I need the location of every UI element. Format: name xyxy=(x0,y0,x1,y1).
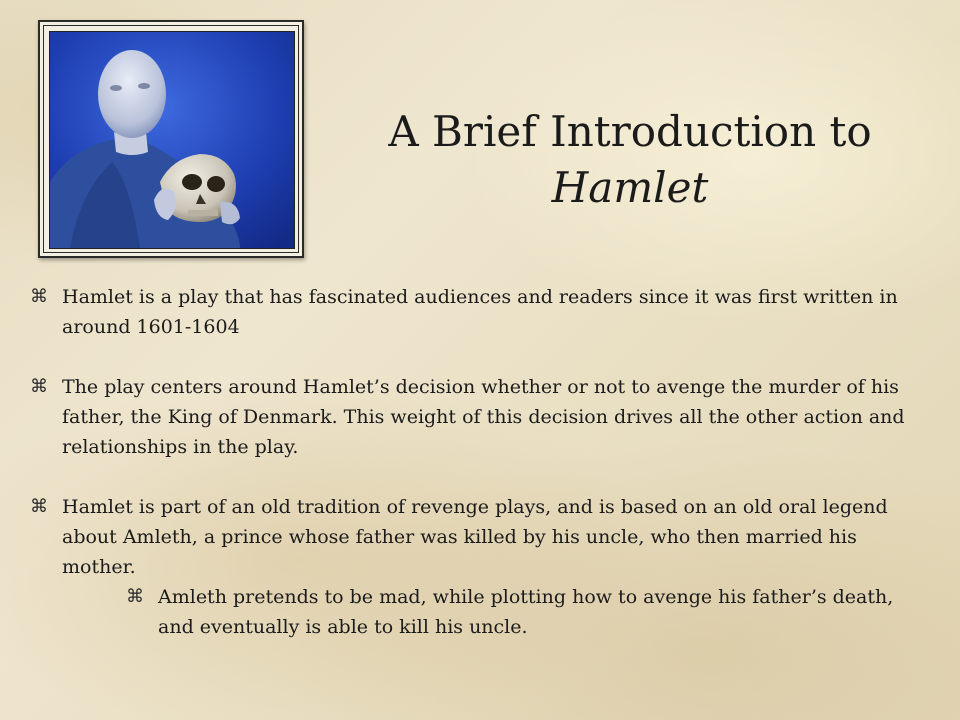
bullet-text: The play centers around Hamlet’s decision whether or not to avenge the murder of his father, the King of Denmark. This weight of this decision drives all the other action and relationships in the play. xyxy=(62,376,905,458)
bullet-text: Hamlet is part of an old tradition of revenge plays, and is based on an old oral legend about Amleth, a prince whose father was killed by his uncle, who then married his mother. xyxy=(62,496,888,578)
slide-title xyxy=(340,104,920,216)
bullet-item-3 xyxy=(30,492,930,582)
bullet-item-1 xyxy=(30,282,930,342)
title-line-2-hamlet: Hamlet xyxy=(551,163,709,212)
actor-with-skull-illustration xyxy=(50,32,294,248)
bullet-text: Hamlet is a play that has fascinated audiences and readers since it was first written in around 1601-1604 xyxy=(62,286,898,338)
hamlet-actor-photo xyxy=(49,31,295,249)
command-key-bullet-icon: ⌘ xyxy=(126,586,144,607)
sub-bullet-item-1 xyxy=(30,582,930,642)
title-line-1: A Brief Introduction to xyxy=(388,107,872,156)
photo-frame xyxy=(38,20,304,258)
command-key-bullet-icon: ⌘ xyxy=(30,496,48,517)
bullet-list xyxy=(30,282,930,642)
command-key-bullet-icon: ⌘ xyxy=(30,286,48,307)
command-key-bullet-icon: ⌘ xyxy=(30,376,48,397)
sub-bullet-text: Amleth pretends to be mad, while plotting how to avenge his father’s death, and eventually is able to kill his uncle. xyxy=(158,586,894,638)
bullet-item-2 xyxy=(30,372,930,462)
